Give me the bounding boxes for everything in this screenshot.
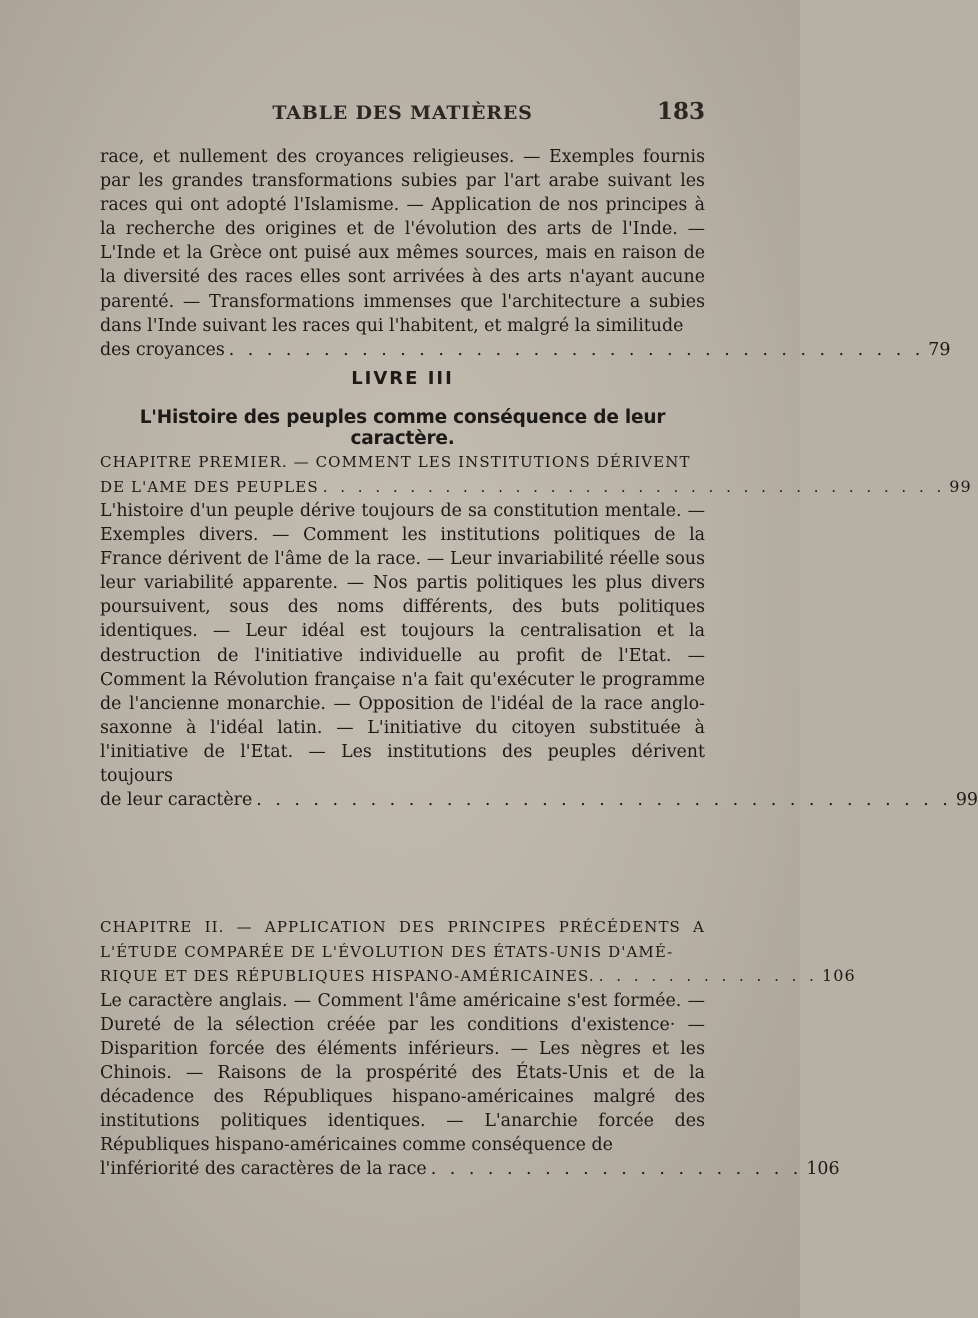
chapter-2-heading-last-text: RIQUE ET DES RÉPUBLIQUES HISPANO-AMÉRICAINES.: [100, 967, 595, 985]
chapter-2: [100, 915, 856, 1181]
running-head: [100, 98, 705, 138]
page-number: 183: [656, 98, 705, 125]
chapter-2-summary-last-text: l'infériorité des caractères de la race: [100, 1159, 427, 1180]
intro-entry: [100, 145, 951, 362]
chapter-1-heading-page: 99: [949, 476, 972, 496]
intro-last-text: des croyances: [100, 339, 225, 360]
chapter-1-summary-page: 99: [955, 790, 978, 811]
dot-leader: . . . . . . . . . . . . . . . . . . . . . . . . . . . . . . . . . . . . .: [256, 790, 952, 811]
chapter-2-summary-page: 106: [806, 1159, 840, 1180]
running-title: TABLE DES MATIÈRES: [272, 102, 533, 124]
intro-text: race, et nullement des croyances religieuses. — Exemples fournis par les grandes transformations subies par l'art arabe suivant les races qui ont adopté l'Islamisme. — Application de nos principes à la recherche des origines et de l'évolution des arts de l'Inde. — L'Inde et la Grèce ont puisé aux mêmes sources, mais en raison de la diversité des races elles sont arrivées à des arts n'ayant aucune parenté. — Transformations immenses que l'architecture a subies dans l'Inde suivant les races qui l'habitent, et malgré la similitude: [100, 147, 705, 336]
dot-leader: . . . . . . . . . . . . . . . . . . . . . . . . . . . . . . . . . . . . .: [228, 339, 925, 360]
dot-leader: . . . . . . . . . . . . . . . . . . . . . . . . . . . . . . . . . . . .: [322, 477, 946, 496]
chapter-1-heading-last: [100, 475, 972, 500]
intro-page: 79: [928, 339, 951, 360]
chapter-2-heading: CHAPITRE II. — APPLICATION DES PRINCIPES PRÉCÉDENTS A L'ÉTUDE COMPARÉE DE L'ÉVOLUTION DES ÉTATS-UNIS D'AMÉ-: [100, 918, 705, 961]
chapter-1-summary-last: [100, 788, 978, 812]
chapter-2-heading-page: 106: [821, 966, 856, 985]
chapter-1-summary: L'histoire d'un peuple dérive toujours de sa constitution mentale. — Exemples divers. — Comment les institutions politiques de la France dérivent de l'âme de la race. — Leur invariabilité réelle sous leur variabilité apparente. — Nos partis politiques les plus divers poursuivent, sous des noms différents, des buts politiques identiques. — Leur idéal est toujours la centralisation et la destruction de l'initiative individuelle au profit de l'Etat. — Comment la Révolution française n'a fait qu'exécuter le programme de l'ancienne monarchie. — Opposition de l'idéal de la race anglo-saxonne à l'idéal latin. — L'initiative du citoyen substituée à l'initiative de l'Etat. — Les institutions des peuples dérivent toujours: [100, 501, 705, 787]
livre-title: L'Histoire des peuples comme conséquence de leur caractère.: [139, 407, 666, 449]
chapter-1-summary-last-text: de leur caractère: [100, 790, 253, 811]
chapter-1-heading-last-text: DE L'AME DES PEUPLES: [100, 477, 319, 496]
chapter-1-heading: CHAPITRE PREMIER. — COMMENT LES INSTITUTIONS DÉRIVENT: [100, 453, 691, 471]
livre-label: LIVRE III: [351, 368, 454, 389]
chapter-2-summary-last: [100, 1157, 840, 1181]
dot-leader: . . . . . . . . . . . . . . . . . . . .: [430, 1159, 803, 1180]
chapter-2-heading-last: [100, 964, 856, 989]
chapter-2-summary: Le caractère anglais. — Comment l'âme américaine s'est formée. — Dureté de la sélection créée par les conditions d'existence· — Disparition forcée des éléments inférieurs. — Les nègres et les Chinois. — Raisons de la prospérité des États-Unis et de la décadence des Républiques hispano-américaines malgré des institutions politiques identiques. — L'anarchie forcée des Républiques hispano-américaines comme conséquence de: [100, 990, 705, 1156]
dot-leader: . . . . . . . . . . . . .: [598, 967, 818, 985]
chapter-1: [100, 450, 978, 812]
intro-last-line: [100, 338, 951, 362]
